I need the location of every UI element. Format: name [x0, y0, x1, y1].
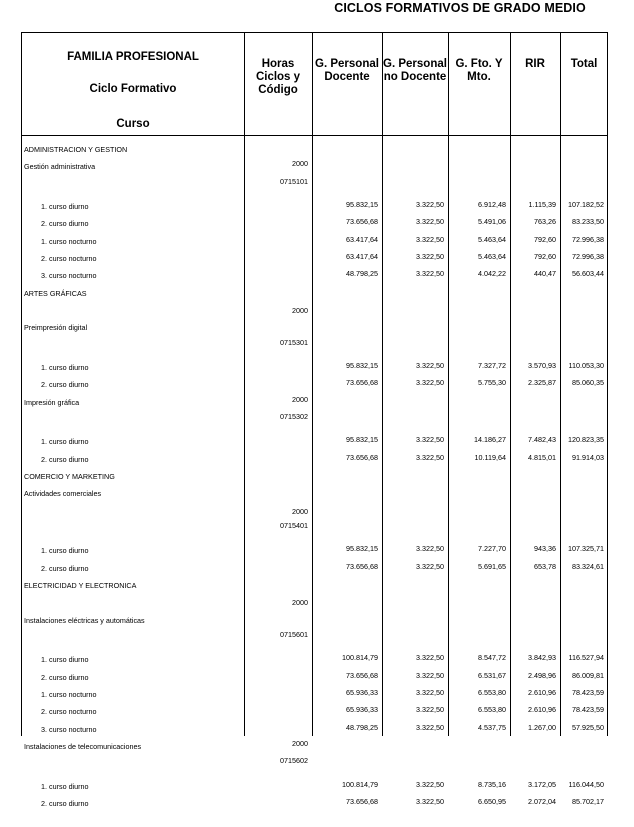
course-label: 1. curso diurno: [41, 655, 89, 665]
cell-total: 110.053,30: [568, 361, 604, 370]
cycle-year: 2000: [292, 394, 308, 404]
cell-gfto: 5.691,65: [478, 561, 506, 571]
cycle-code: 0715302: [280, 411, 308, 421]
cell-rir: 763,26: [534, 217, 556, 227]
cell-gpd: 73.656,68: [346, 217, 378, 227]
cycle-year: 2000: [292, 738, 308, 748]
cycle-year: 2000: [292, 506, 308, 516]
cell-rir: 2.610,96: [528, 688, 556, 697]
cell-gpnd: 3.322,50: [416, 797, 444, 806]
cell-gpnd: 3.322,50: [416, 779, 444, 789]
cell-rir: 2.072,04: [528, 797, 556, 806]
cell-gpd: 73.656,68: [346, 561, 378, 571]
cycle-label: Gestión administrativa: [24, 162, 96, 172]
cell-gpd: 100.814,79: [342, 779, 378, 789]
cell-gpd: 73.656,68: [346, 670, 378, 680]
cell-total: 91.914,03: [572, 452, 604, 462]
cell-gfto: 7.327,72: [478, 361, 506, 370]
cell-total: 78.423,59: [572, 688, 604, 697]
cell-rir: 440,47: [534, 269, 556, 279]
cell-rir: 653,78: [534, 561, 556, 571]
course-label: 1. curso diurno: [41, 437, 89, 447]
cell-gpd: 63.417,64: [346, 252, 378, 261]
page-title: CICLOS FORMATIVOS DE GRADO MEDIO: [334, 1, 586, 15]
cycle-label: Impresión gráfica: [24, 397, 80, 407]
header-rir: RIR: [525, 58, 545, 70]
cycle-code: 0715301: [280, 337, 308, 347]
cell-gfto: 4.537,75: [478, 722, 506, 732]
data-table: [21, 32, 608, 808]
cell-gpd: 65.936,33: [346, 705, 378, 715]
cell-rir: 943,36: [534, 544, 556, 554]
course-label: 3. curso nocturno: [41, 724, 97, 734]
header-familia: FAMILIA PROFESIONAL: [67, 51, 199, 63]
cell-gpd: 95.832,15: [346, 435, 378, 445]
cell-gfto: 6.531,67: [478, 670, 506, 680]
family-label: COMERCIO Y MARKETING: [24, 472, 115, 481]
cell-total: 83.233,50: [572, 217, 604, 227]
cell-total: 120.823,35: [568, 435, 604, 445]
header-g-personal-docente: G. Personal Docente: [315, 58, 379, 83]
cell-gpd: 95.832,15: [346, 361, 378, 370]
cell-total: 107.182,52: [568, 200, 604, 210]
cell-gpd: 73.656,68: [346, 452, 378, 462]
cycle-code: 0715601: [280, 629, 308, 639]
header-total: Total: [570, 58, 598, 70]
cycle-year: 2000: [292, 159, 308, 169]
cell-gpd: 95.832,15: [346, 200, 378, 210]
cell-gpnd: 3.322,50: [416, 234, 444, 244]
cell-gpnd: 3.322,50: [416, 452, 444, 462]
cell-gpnd: 3.322,50: [416, 378, 444, 388]
cell-rir: 3.570,93: [528, 361, 556, 370]
cell-gpd: 95.832,15: [346, 544, 378, 554]
cell-total: 56.603,44: [572, 269, 604, 279]
cell-gpnd: 3.322,50: [416, 544, 444, 554]
header-ciclo: Ciclo Formativo: [89, 83, 177, 95]
cell-total: 78.423,59: [572, 705, 604, 715]
cell-rir: 792,60: [534, 252, 556, 261]
family-label: ELECTRICIDAD Y ELECTRONICA: [24, 581, 137, 590]
course-label: 2. curso diurno: [41, 563, 89, 573]
cell-gpd: 48.798,25: [346, 269, 378, 279]
cell-gfto: 10.119,64: [474, 452, 506, 462]
header-g-fto: G. Fto. Y Mto.: [455, 58, 503, 83]
course-label: 2. curso nocturno: [41, 254, 97, 263]
course-label: 1. curso diurno: [41, 202, 89, 212]
cell-rir: 7.482,43: [528, 435, 556, 445]
cell-rir: 2.610,96: [528, 705, 556, 715]
cell-gfto: 5.755,30: [478, 378, 506, 388]
cycle-code: 0715602: [280, 756, 308, 766]
cell-gfto: 7.227,70: [478, 544, 506, 554]
cell-total: 72.996,38: [572, 252, 604, 261]
cell-gpd: 100.814,79: [342, 653, 378, 663]
cell-gpnd: 3.322,50: [416, 688, 444, 697]
cell-total: 85.702,17: [572, 797, 604, 806]
cycle-code: 0715101: [280, 176, 308, 186]
header-curso: Curso: [116, 118, 150, 130]
cycle-year: 2000: [292, 305, 308, 315]
cell-gpnd: 3.322,50: [416, 361, 444, 370]
cell-gfto: 5.491,06: [478, 217, 506, 227]
cell-gpnd: 3.322,50: [416, 217, 444, 227]
cycle-label: Instalaciones de telecomunicaciones: [24, 741, 142, 751]
cell-total: 72.996,38: [572, 234, 604, 244]
cell-total: 116.527,94: [568, 653, 604, 663]
course-label: 1. curso nocturno: [41, 236, 97, 246]
cell-total: 86.009,81: [572, 670, 604, 680]
cycle-year: 2000: [292, 598, 308, 608]
cell-gpd: 48.798,25: [346, 722, 378, 732]
cell-gfto: 6.650,95: [478, 797, 506, 806]
header-horas: Horas Ciclos y Código: [255, 58, 301, 96]
course-label: 2. curso diurno: [41, 219, 89, 229]
cell-gpd: 65.936,33: [346, 688, 378, 697]
cell-gpnd: 3.322,50: [416, 670, 444, 680]
course-label: 1. curso diurno: [41, 781, 89, 791]
cell-gpnd: 3.322,50: [416, 252, 444, 261]
cycle-label: Instalaciones eléctricas y automáticas: [24, 615, 145, 625]
cell-gfto: 14.186,27: [474, 435, 506, 445]
cell-rir: 3.842,93: [528, 653, 556, 663]
cell-gpnd: 3.322,50: [416, 200, 444, 210]
cycle-code: 0715401: [280, 520, 308, 530]
cell-gfto: 6.912,48: [478, 200, 506, 210]
cell-gfto: 6.553,80: [478, 688, 506, 697]
cell-gpnd: 3.322,50: [416, 269, 444, 279]
course-label: 1. curso nocturno: [41, 690, 97, 699]
cell-gpnd: 3.322,50: [416, 722, 444, 732]
cell-gfto: 8.547,72: [478, 653, 506, 663]
course-label: 3. curso nocturno: [41, 271, 97, 281]
course-label: 1. curso diurno: [41, 363, 89, 372]
header-g-personal-no-docente: G. Personal no Docente: [383, 58, 447, 83]
cell-rir: 3.172,05: [528, 779, 556, 789]
header-separator: [22, 135, 607, 136]
cell-gpd: 63.417,64: [346, 234, 378, 244]
course-label: 2. curso diurno: [41, 380, 89, 390]
cell-rir: 1.115,39: [528, 200, 556, 210]
cell-gpnd: 3.322,50: [416, 705, 444, 715]
family-label: ADMINISTRACION Y GESTION: [24, 145, 128, 154]
cell-rir: 2.498,96: [528, 670, 556, 680]
course-label: 2. curso diurno: [41, 799, 89, 808]
cell-gpnd: 3.322,50: [416, 653, 444, 663]
cell-gpd: 73.656,68: [346, 378, 378, 388]
cell-rir: 792,60: [534, 234, 556, 244]
cell-total: 85.060,35: [572, 378, 604, 388]
cell-gpnd: 3.322,50: [416, 435, 444, 445]
cell-rir: 1.267,00: [528, 722, 556, 732]
cell-gpnd: 3.322,50: [416, 561, 444, 571]
course-label: 2. curso diurno: [41, 672, 89, 682]
cell-total: 107.325,71: [568, 544, 604, 554]
family-label: ARTES GRÁFICAS: [24, 288, 87, 298]
cell-gpd: 73.656,68: [346, 797, 378, 806]
cell-total: 57.925,50: [572, 722, 604, 732]
course-label: 2. curso diurno: [41, 454, 89, 464]
cell-total: 116.044,50: [568, 779, 604, 789]
cell-rir: 4.815,01: [528, 452, 556, 462]
cell-gfto: 8.735,16: [478, 779, 506, 789]
cell-total: 83.324,61: [572, 561, 604, 571]
cell-gfto: 4.042,22: [478, 269, 506, 279]
cycle-label: Actividades comerciales: [24, 489, 102, 499]
cell-gfto: 5.463,64: [478, 252, 506, 261]
cell-gfto: 6.553,80: [478, 705, 506, 715]
cell-gfto: 5.463,64: [478, 234, 506, 244]
course-label: 2. curso nocturno: [41, 707, 97, 717]
cycle-label: Preimpresión digital: [24, 323, 88, 333]
course-label: 1. curso diurno: [41, 546, 89, 556]
cell-rir: 2.325,87: [528, 378, 556, 388]
